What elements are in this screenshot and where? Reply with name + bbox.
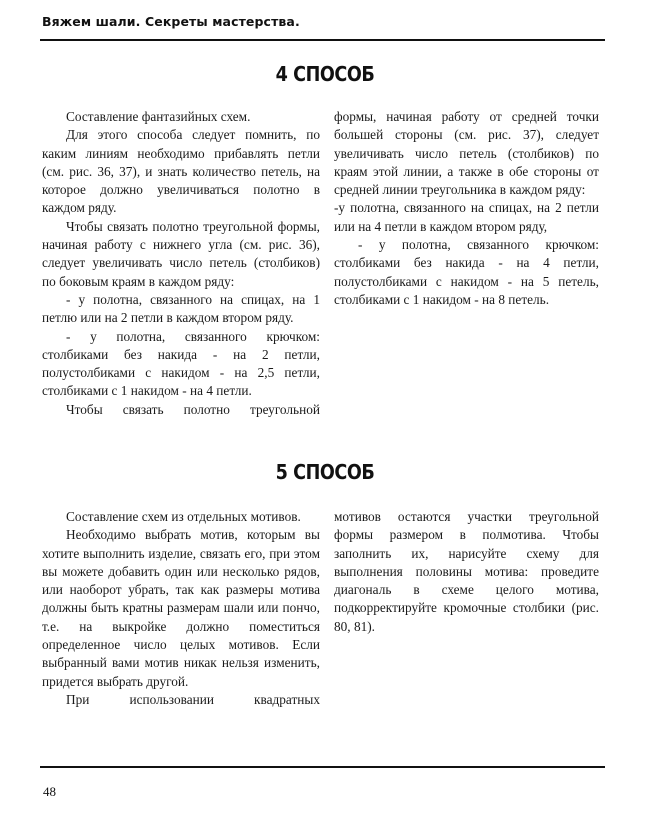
section-4-right-column (334, 108, 599, 309)
section-4-right-paragraph-3: - у полотна, связанного крючком: столбиками без накида - на 4 петли, полустолбиками с накидом - на 5 петель, столбиками с 1 накидом - на 8 петель. (334, 237, 599, 307)
section-4-left-paragraph-6: Чтобы связать полотно треугольной (66, 401, 320, 417)
section-4-left-paragraph-1: Составление фантазийных схем. (66, 109, 251, 124)
section-4-left-column (42, 108, 320, 419)
section-5-left-column (42, 508, 320, 709)
section-4-left-paragraph-2: Для этого способа следует помнить, по каким линиям необходимо прибавлять петли (см. рис. 36, 37), и знать количество петель, на которое должно увеличиваться полотно в каждом ряду. (42, 127, 320, 216)
section-5-left-paragraph-1: Составление схем из отдельных мотивов. (66, 509, 301, 524)
section-5-left-paragraph-2: Необходимо выбрать мотив, которым вы хотите выполнить изделие, связать его, при этом вы можете добавить один или несколько рядов, или наоборот убрать, так как размеры мотива должны быть кратны размерам шали или пончо, т.е. на выкройке должно поместиться определенное число целых мотивов. Если выбранный вами мотив никак нельзя изменить, придется выбрать другой. (42, 527, 320, 689)
section-5-title: 5 СПОСОБ (275, 460, 375, 484)
section-4-right-paragraph-2: -у полотна, связанного на спицах, на 2 петли или на 4 петли в каждом втором ряду, (334, 200, 599, 234)
section-4-left-paragraph-3: Чтобы связать полотно треугольной формы, начиная работу с нижнего угла (см. рис. 36), следует увеличивать число петель (столбиков) по боковым краям в каждом ряду: (42, 218, 320, 289)
section-5-right-paragraph-1: мотивов остаются участки треугольной формы размером в полмотива. Чтобы заполнить их, нарисуйте схему для выполнения половины мотива: проведите диагональ в схеме целого мотива, подкорректируйте кромочные столбики (рис. 80, 81). (334, 509, 599, 634)
header-rule (40, 39, 605, 41)
running-title: Вяжем шали. Секреты мастерства. (42, 14, 300, 29)
section-4-right-paragraph-1: формы, начиная работу от средней точки большей стороны (см. рис. 37), следует увеличивать число петель (столбиков) по краям этой линии, а также в обе стороны от средней линии треугольника в каждом ряду: (334, 109, 599, 198)
section-4-left-paragraph-4: - у полотна, связанного на спицах, на 1 петлю или на 2 петли в каждом втором ряду. (42, 291, 320, 326)
section-5-right-column (334, 508, 599, 636)
footer-rule (40, 766, 605, 768)
section-4-left-paragraph-5: - у полотна, связанного крючком: столбиками без накида - на 2 петли, полустолбиками с накидом - на 2,5 петли, столбиками с 1 накидом - на 4 петли. (42, 328, 320, 399)
section-5-left-paragraph-3: При использовании квадратных (66, 691, 320, 707)
page-number: 48 (43, 784, 56, 799)
section-4-title: 4 СПОСОБ (275, 62, 375, 86)
